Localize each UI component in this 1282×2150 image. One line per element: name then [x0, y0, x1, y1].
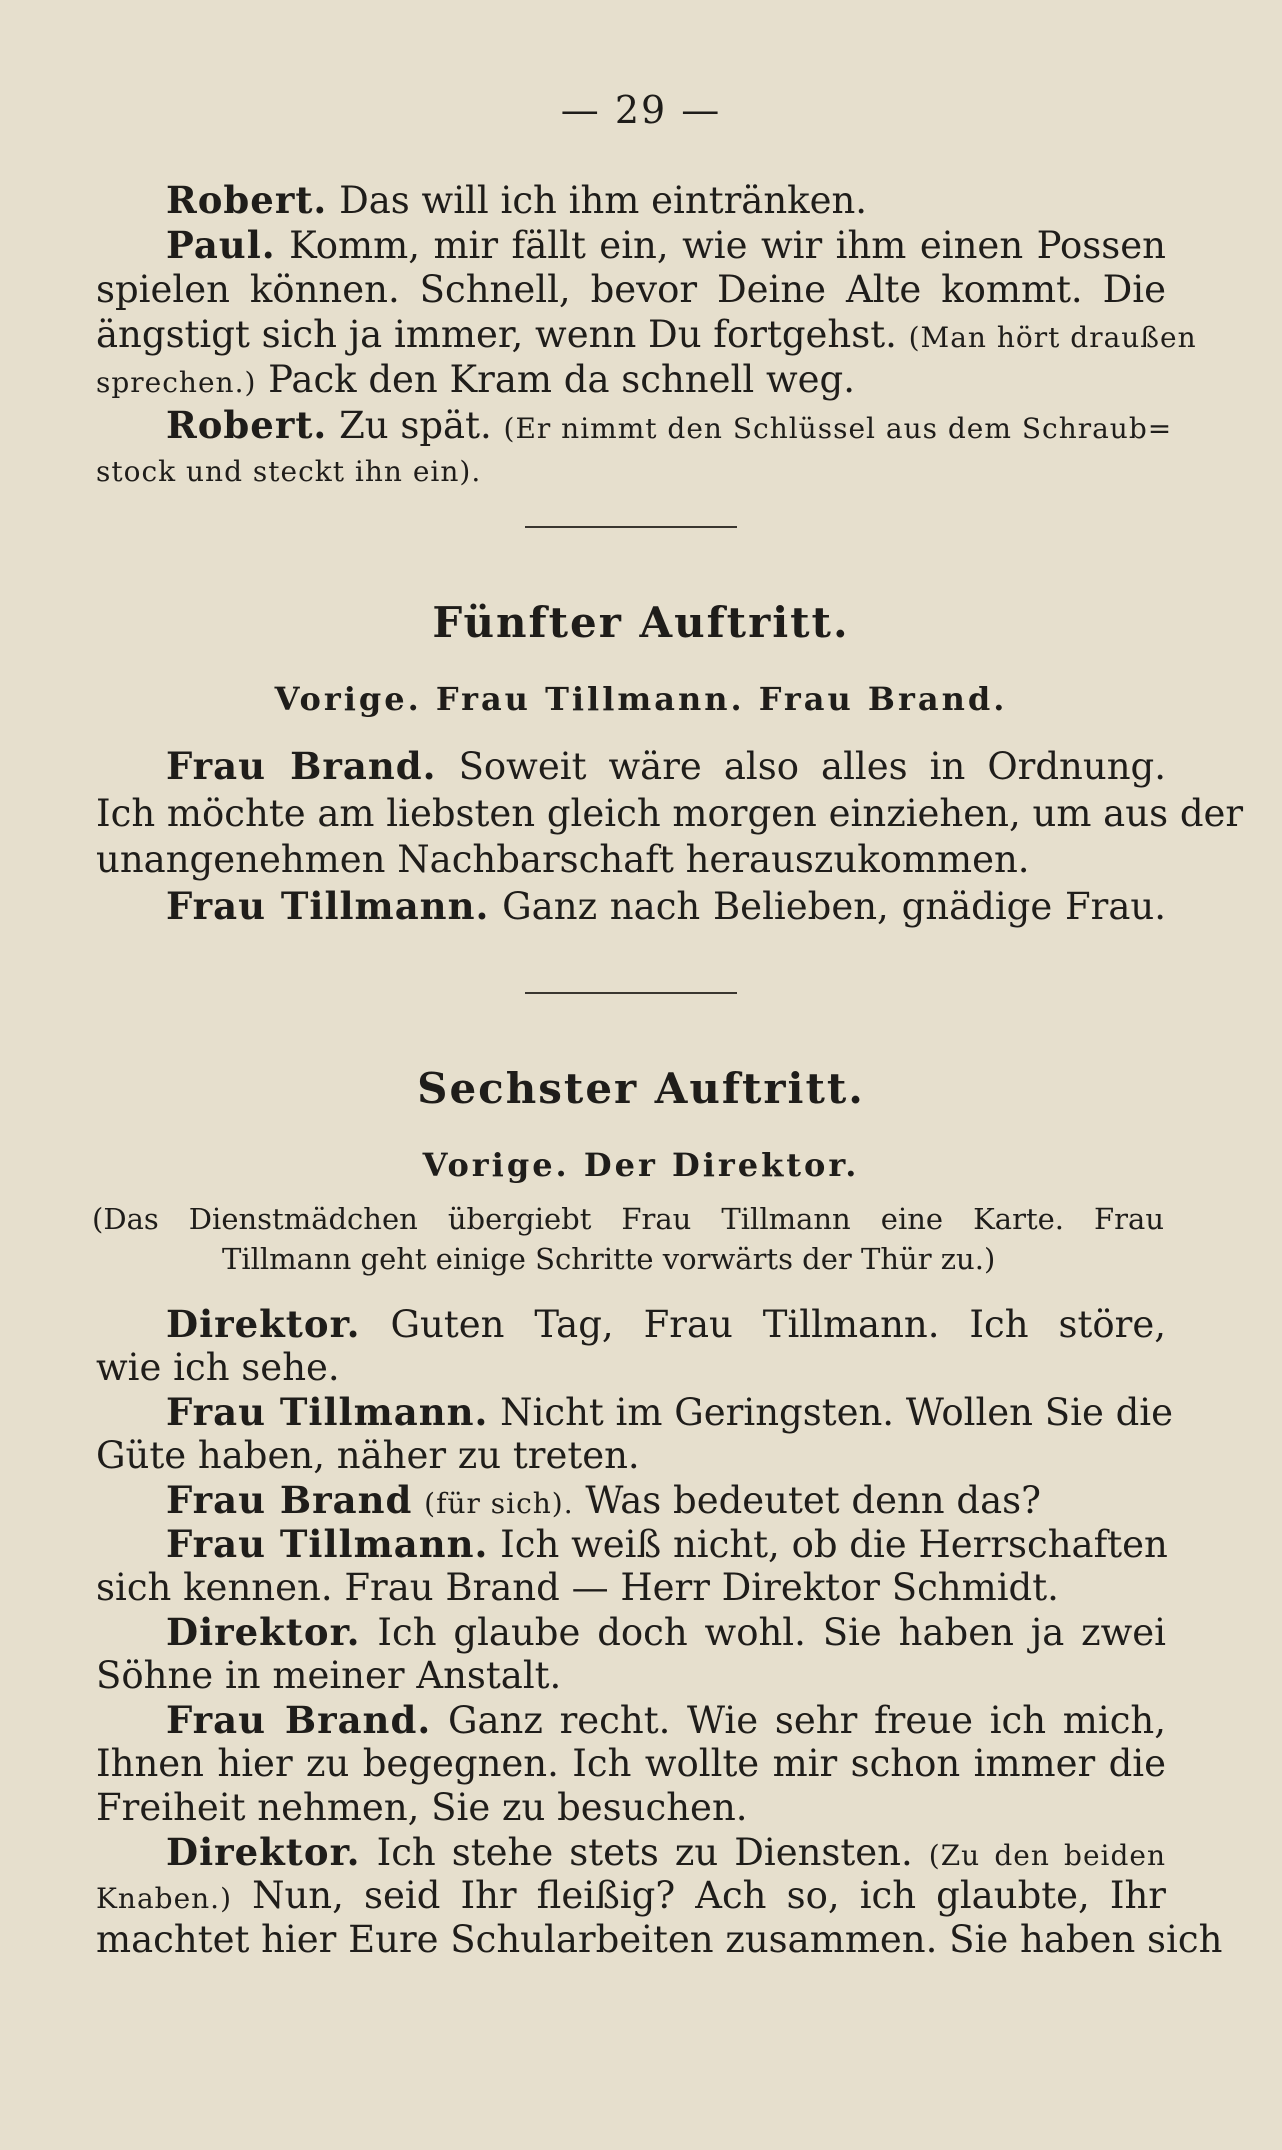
dialogue-line [96, 1478, 1166, 1526]
dialogue-line [96, 884, 1166, 929]
speaker-name: Frau Brand. [166, 744, 437, 788]
speaker-name: Frau Tillmann. [166, 884, 490, 928]
dialogue-text: Ganz nach Belieben, gnädige Frau. [502, 885, 1166, 928]
dialogue-text: Ganz recht. Wie sehr freue ich mich, [447, 1699, 1167, 1742]
dialogue-line [96, 358, 1166, 405]
dialogue-line: spielen können. Schnell, bevor Deine Alte kommt. Die [96, 268, 1166, 311]
stage-direction: (Man hört draußen [908, 321, 1197, 354]
page-number: — 29 — [560, 88, 722, 132]
stage-direction: sprechen.) [96, 366, 257, 399]
stage-direction: Tillmann geht einige Schritte vorwärts der Thür zu.) [222, 1242, 996, 1276]
dialogue-line [96, 447, 1166, 494]
dialogue-line: Söhne in meiner Anstalt. [96, 1654, 562, 1697]
stage-direction: Knaben.) [96, 1882, 232, 1915]
speaker-name: Direktor. [166, 1830, 361, 1874]
speaker-name: Direktor. [166, 1610, 361, 1654]
dialogue-line [96, 178, 1166, 223]
dialogue-text: Pack den Kram da schnell weg. [268, 358, 855, 401]
section-divider [525, 526, 737, 528]
stage-direction: (Das Dienstmädchen übergiebt Frau Tillmann eine Karte. Frau [92, 1202, 1164, 1236]
stage-direction: stock und steckt ihn ein). [96, 455, 482, 488]
dialogue-text: Ich weiß nicht, ob die Herrschaften [500, 1523, 1168, 1566]
dialogue-line: Güte haben, näher zu treten. [96, 1434, 640, 1477]
dialogue-line: wie ich sehe. [96, 1346, 340, 1389]
dialogue-line: unangenehmen Nachbarschaft herauszukommen. [96, 838, 1030, 881]
dialogue-text: Nun, seid Ihr fleißig? Ach so, ich glaubte, Ihr [252, 1874, 1166, 1917]
dialogue-text: Guten Tag, Frau Tillmann. Ich störe, [390, 1303, 1166, 1346]
dialogue-line [96, 1610, 1166, 1655]
speaker-name: Robert. [166, 403, 328, 447]
dialogue-line [96, 223, 1166, 268]
scene-heading: Sechster Auftritt. [417, 1064, 865, 1113]
dialogue-text: Ich glaube doch wohl. Sie haben ja zwei [377, 1611, 1166, 1654]
dialogue-line: machtet hier Eure Schularbeiten zusammen. Sie haben sich [96, 1918, 1223, 1961]
section-divider [525, 992, 737, 994]
scene-cast: Vorige. Der Direktor. [422, 1146, 860, 1184]
speaker-name: Robert. [166, 178, 328, 222]
dialogue-line [96, 403, 1173, 451]
dialogue-line [96, 1830, 1166, 1878]
speaker-name: Frau Brand. [166, 1698, 432, 1742]
dialogue-line [96, 744, 1166, 789]
dialogue-line [96, 1302, 1166, 1347]
stage-direction: (Zu den beiden [928, 1839, 1166, 1872]
dialogue-line: Ich möchte am liebsten gleich morgen einziehen, um aus der [96, 792, 1244, 835]
speaker-name: Frau Tillmann. [166, 1390, 489, 1434]
dialogue-line [96, 1698, 1166, 1743]
dialogue-line: sich kennen. Frau Brand — Herr Direktor Schmidt. [96, 1566, 1059, 1609]
dialogue-text: Das will ich ihm eintränken. [339, 179, 868, 222]
speaker-name: Frau Tillmann. [166, 1522, 489, 1566]
dialogue-line [96, 1390, 1174, 1435]
dialogue-text: ängstigt sich ja immer, wenn Du fortgehst. [96, 313, 897, 356]
dialogue-text: Soweit wäre also alles in Ordnung. [458, 745, 1166, 788]
dialogue-line [96, 313, 1197, 360]
speaker-name: Frau Brand [166, 1478, 413, 1522]
dialogue-line: Freiheit nehmen, Sie zu besuchen. [96, 1786, 748, 1829]
dialogue-line: Ihnen hier zu begegnen. Ich wollte mir schon immer die [96, 1742, 1166, 1785]
stage-direction: (Er nimmt den Schlüssel aus dem Schraub= [503, 412, 1173, 445]
stage-direction: (für sich). [424, 1487, 574, 1520]
dialogue-line [96, 1522, 1166, 1567]
speaker-name: Paul. [166, 223, 276, 267]
dialogue-text: Was bedeutet denn das? [585, 1479, 1041, 1522]
dialogue-text: Zu spät. [339, 404, 492, 447]
speaker-name: Direktor. [166, 1302, 361, 1346]
dialogue-text: Ich stehe stets zu Diensten. [376, 1831, 913, 1874]
dialogue-text: Nicht im Geringsten. Wollen Sie die [500, 1391, 1174, 1434]
dialogue-line [96, 1874, 1166, 1921]
dialogue-text: Komm, mir fällt ein, wie wir ihm einen Possen [289, 224, 1166, 267]
scene-cast: Vorige. Frau Tillmann. Frau Brand. [274, 680, 1008, 718]
scene-heading: Fünfter Auftritt. [432, 598, 850, 647]
